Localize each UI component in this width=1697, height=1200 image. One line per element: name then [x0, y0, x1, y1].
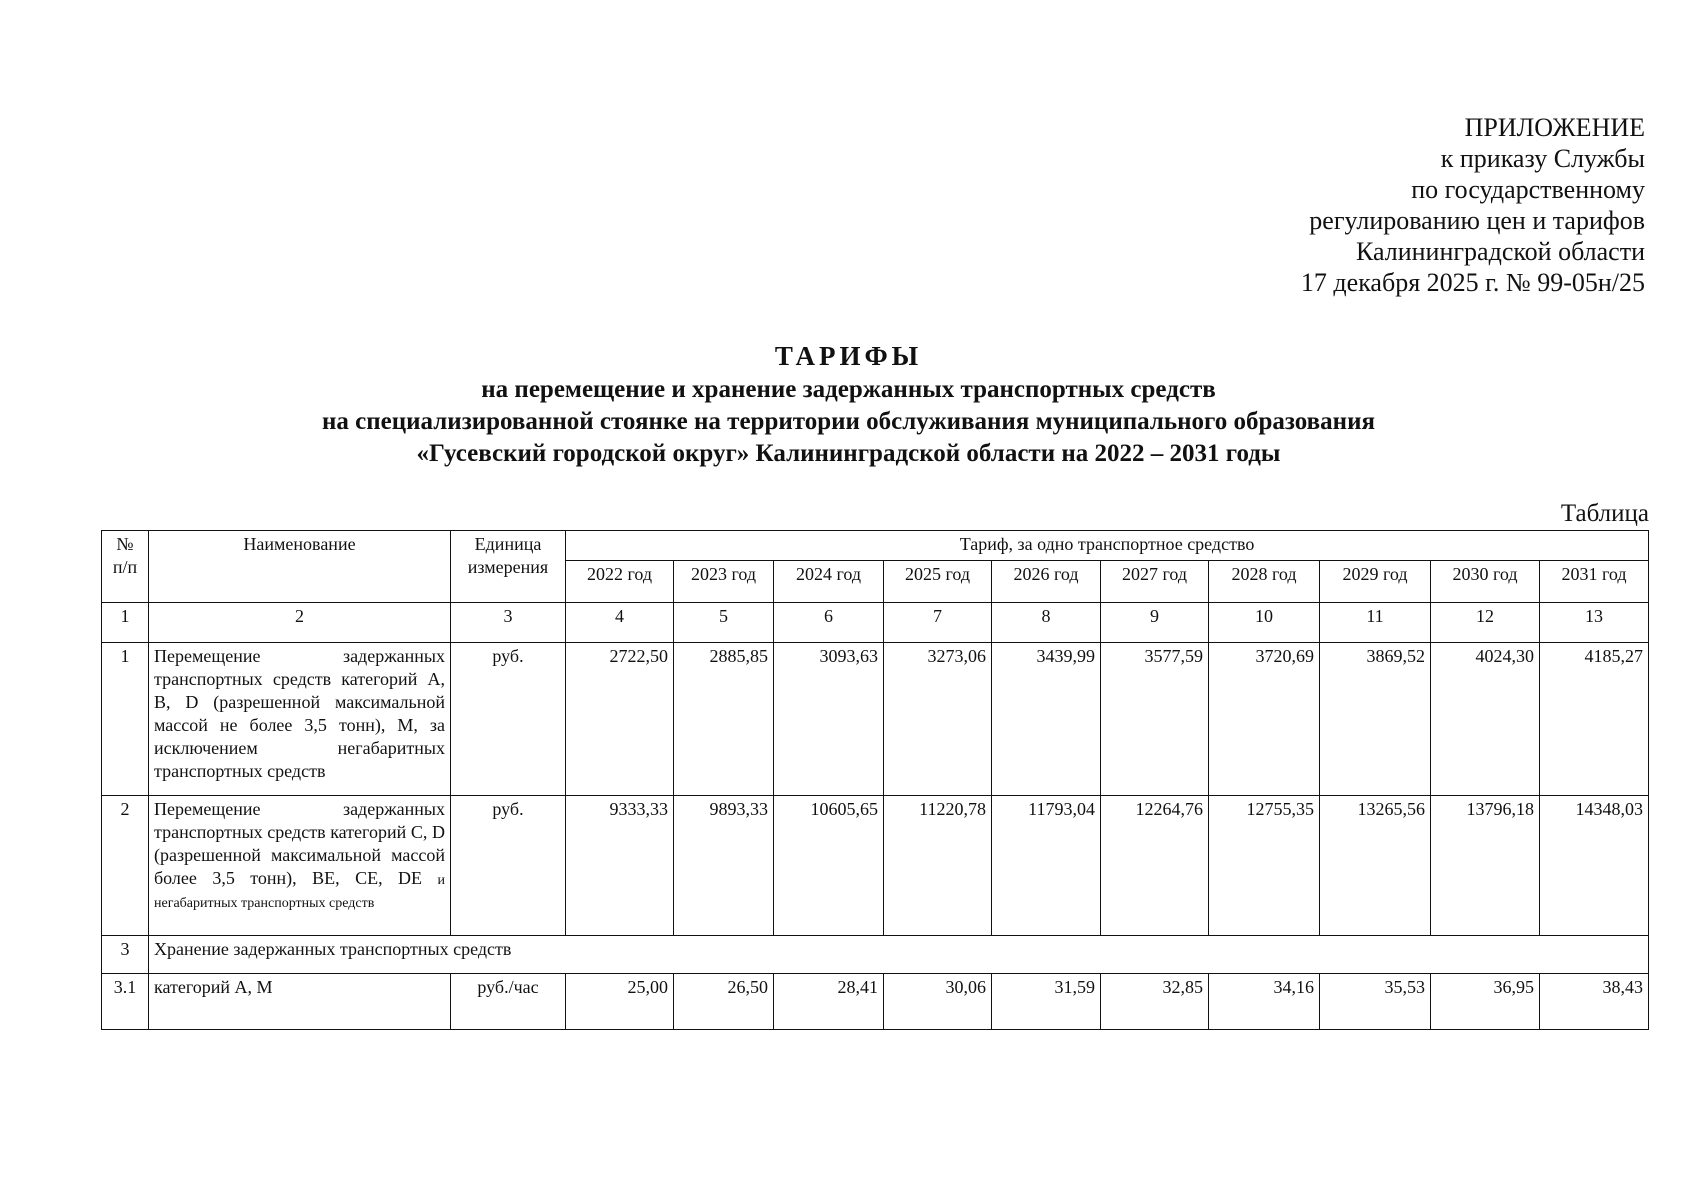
header-unit: Единица измерения	[451, 531, 566, 603]
column-number: 13	[1540, 603, 1649, 643]
column-number: 4	[566, 603, 674, 643]
column-number: 6	[774, 603, 884, 643]
tariff-table	[101, 530, 1649, 1030]
tariff-value: 11793,04	[992, 796, 1101, 936]
header-year: 2026 год	[992, 561, 1101, 603]
header-year: 2027 год	[1101, 561, 1209, 603]
table-row	[102, 974, 1649, 1030]
tariff-value: 12755,35	[1209, 796, 1320, 936]
tariff-value: 3577,59	[1101, 643, 1209, 796]
tariff-value: 32,85	[1101, 974, 1209, 1030]
document-title	[0, 340, 1697, 470]
tariff-value: 3720,69	[1209, 643, 1320, 796]
row-number: 3.1	[102, 974, 149, 1030]
column-number: 10	[1209, 603, 1320, 643]
tariff-value: 4185,27	[1540, 643, 1649, 796]
tariff-value: 3869,52	[1320, 643, 1431, 796]
tariff-value: 13265,56	[1320, 796, 1431, 936]
title-line: на перемещение и хранение задержанных транспортных средств	[481, 376, 1216, 403]
tariff-value: 3273,06	[884, 643, 992, 796]
section-number: 3	[102, 936, 149, 974]
section-name: Хранение задержанных транспортных средств	[149, 936, 1649, 974]
tariff-value: 2885,85	[674, 643, 774, 796]
tariff-value: 30,06	[884, 974, 992, 1030]
row-unit: руб./час	[451, 974, 566, 1030]
tariff-value: 3439,99	[992, 643, 1101, 796]
appendix-line: к приказу Службы	[1440, 144, 1645, 173]
tariff-value: 4024,30	[1431, 643, 1540, 796]
row-name-small-text: и негабаритных транспортных средств	[154, 873, 445, 911]
header-year: 2024 год	[774, 561, 884, 603]
title-line: на специализированной стоянке на территории обслуживания муниципального образования	[321, 408, 1375, 435]
row-name: категорий A, M	[149, 974, 451, 1030]
tariff-value: 38,43	[1540, 974, 1649, 1030]
row-unit: руб.	[451, 643, 566, 796]
appendix-line: 17 декабря 2025 г. № 99-05н/25	[1300, 268, 1645, 297]
header-year: 2028 год	[1209, 561, 1320, 603]
row-number: 1	[102, 643, 149, 796]
tariff-value: 34,16	[1209, 974, 1320, 1030]
header-year: 2025 год	[884, 561, 992, 603]
column-number: 7	[884, 603, 992, 643]
column-number: 8	[992, 603, 1101, 643]
table-label: Таблица	[1560, 500, 1649, 527]
header-year: 2031 год	[1540, 561, 1649, 603]
column-number: 5	[674, 603, 774, 643]
appendix-line: регулированию цен и тарифов	[1309, 206, 1645, 235]
appendix-block	[1145, 112, 1645, 298]
header-name: Наименование	[149, 531, 451, 603]
header-year: 2029 год	[1320, 561, 1431, 603]
row-name	[149, 796, 451, 936]
row-unit: руб.	[451, 796, 566, 936]
column-number: 2	[149, 603, 451, 643]
appendix-line: по государственному	[1411, 175, 1645, 204]
tariff-value: 26,50	[674, 974, 774, 1030]
table-section-row	[102, 936, 1649, 974]
table-row	[102, 796, 1649, 936]
row-name	[149, 643, 451, 796]
header-year: 2022 год	[566, 561, 674, 603]
tariff-value: 3093,63	[774, 643, 884, 796]
appendix-line: Калининградской области	[1355, 237, 1645, 266]
column-number: 3	[451, 603, 566, 643]
tariff-value: 36,95	[1431, 974, 1540, 1030]
title-main: ТАРИФЫ	[774, 341, 923, 371]
tariff-value: 28,41	[774, 974, 884, 1030]
tariff-value: 25,00	[566, 974, 674, 1030]
column-number: 9	[1101, 603, 1209, 643]
column-number: 11	[1320, 603, 1431, 643]
table-header-row	[102, 531, 1649, 561]
title-line: «Гусевский городской округ» Калининградской области на 2022 – 2031 годы	[416, 440, 1281, 467]
column-number: 1	[102, 603, 149, 643]
appendix-line: ПРИЛОЖЕНИЕ	[1464, 113, 1645, 142]
row-name-text: Перемещение задержанных транспортных средств категорий C, D (разрешенной максимальной массой более 3,5 тонн), BE, CE, DE	[154, 799, 445, 888]
tariff-value: 14348,03	[1540, 796, 1649, 936]
header-year: 2030 год	[1431, 561, 1540, 603]
tariff-value: 12264,76	[1101, 796, 1209, 936]
tariff-value: 31,59	[992, 974, 1101, 1030]
tariff-value: 9893,33	[674, 796, 774, 936]
row-number: 2	[102, 796, 149, 936]
tariff-value: 10605,65	[774, 796, 884, 936]
column-number: 12	[1431, 603, 1540, 643]
tariff-value: 2722,50	[566, 643, 674, 796]
table-column-numbers-row	[102, 603, 1649, 643]
tariff-value: 11220,78	[884, 796, 992, 936]
tariff-value: 9333,33	[566, 796, 674, 936]
table-row	[102, 643, 1649, 796]
header-tariff: Тариф, за одно транспортное средство	[566, 531, 1649, 561]
row-name-text: Перемещение задержанных транспортных средств категорий A, B, D (разрешенной максимальной массой не более 3,5 тонн), M, за исключением негабаритных транспортных средств	[154, 646, 445, 781]
header-year: 2023 год	[674, 561, 774, 603]
tariff-value: 13796,18	[1431, 796, 1540, 936]
header-num: № п/п	[102, 531, 149, 603]
tariff-value: 35,53	[1320, 974, 1431, 1030]
